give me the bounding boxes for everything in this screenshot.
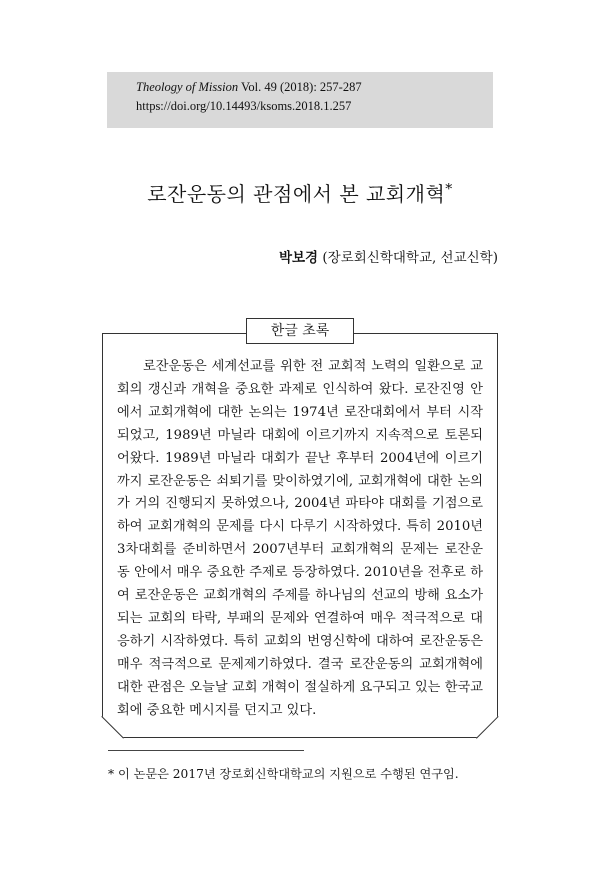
article-title-text: 로잔운동의 관점에서 본 교회개혁: [147, 182, 446, 206]
abstract-label: 한글 초록: [246, 318, 354, 344]
title-footnote-mark: *: [445, 181, 453, 198]
footnote-divider: [108, 750, 304, 751]
journal-citation: [136, 80, 362, 95]
abstract-text: 로잔운동은 세계선교를 위한 전 교회적 노력의 일환으로 교회의 갱신과 개혁을 중요한 과제로 인식하여 왔다. 로잔진영 안에서 교회개혁에 대한 논의는 1974년 로잔대회에서 부터 시작되었고, 1989년 마닐라 대회에 이르기까지 지속적으로 토론되어왔다. 1989년 마닐라 대회가 끝난 후부터 2004년에 이르기까지 로잔운동은 쇠퇴기를 맞이하였기에, 교회개혁에 대한 논의가 거의 진행되지 못하였으나, 2004년 파타야 대회를 기점으로 하여 교회개혁의 문제를 다시 다루기 시작하였다. 특히 2010년 3차대회를 준비하면서 2007년부터 교회개혁의 문제는 로잔운동 안에서 매우 중요한 주제로 등장하였다. 2010년을 전후로 하여 로잔운동은 교회개혁의 주제를 하나님의 선교의 방해 요소가 되는 교회의 타락, 부패의 문제와 연결하여 매우 적극적으로 대응하기 시작하였다. 특히 교회의 번영신학에 대하여 로잔운동은 매우 적극적으로 문제제기하였다. 결국 로잔운동의 교회개혁에 대한 관점은 오늘날 교회 개혁이 절실하게 요구되고 있는 한국교회에 중요한 메시지를 던지고 있다.: [117, 359, 483, 718]
article-title: [0, 178, 600, 207]
journal-name: Theology of Mission: [136, 80, 239, 94]
author-affiliation: (장로회신학대학교, 선교신학): [318, 250, 498, 266]
author-line: [279, 246, 498, 266]
doi-link[interactable]: https://doi.org/10.14493/ksoms.2018.1.257: [136, 99, 352, 113]
journal-volume-pages: Vol. 49 (2018): 257-287: [238, 80, 362, 94]
author-name: 박보경: [278, 250, 319, 266]
footnote: * 이 논문은 2017년 장로회신학대학교의 지원으로 수행된 연구임.: [108, 767, 459, 781]
